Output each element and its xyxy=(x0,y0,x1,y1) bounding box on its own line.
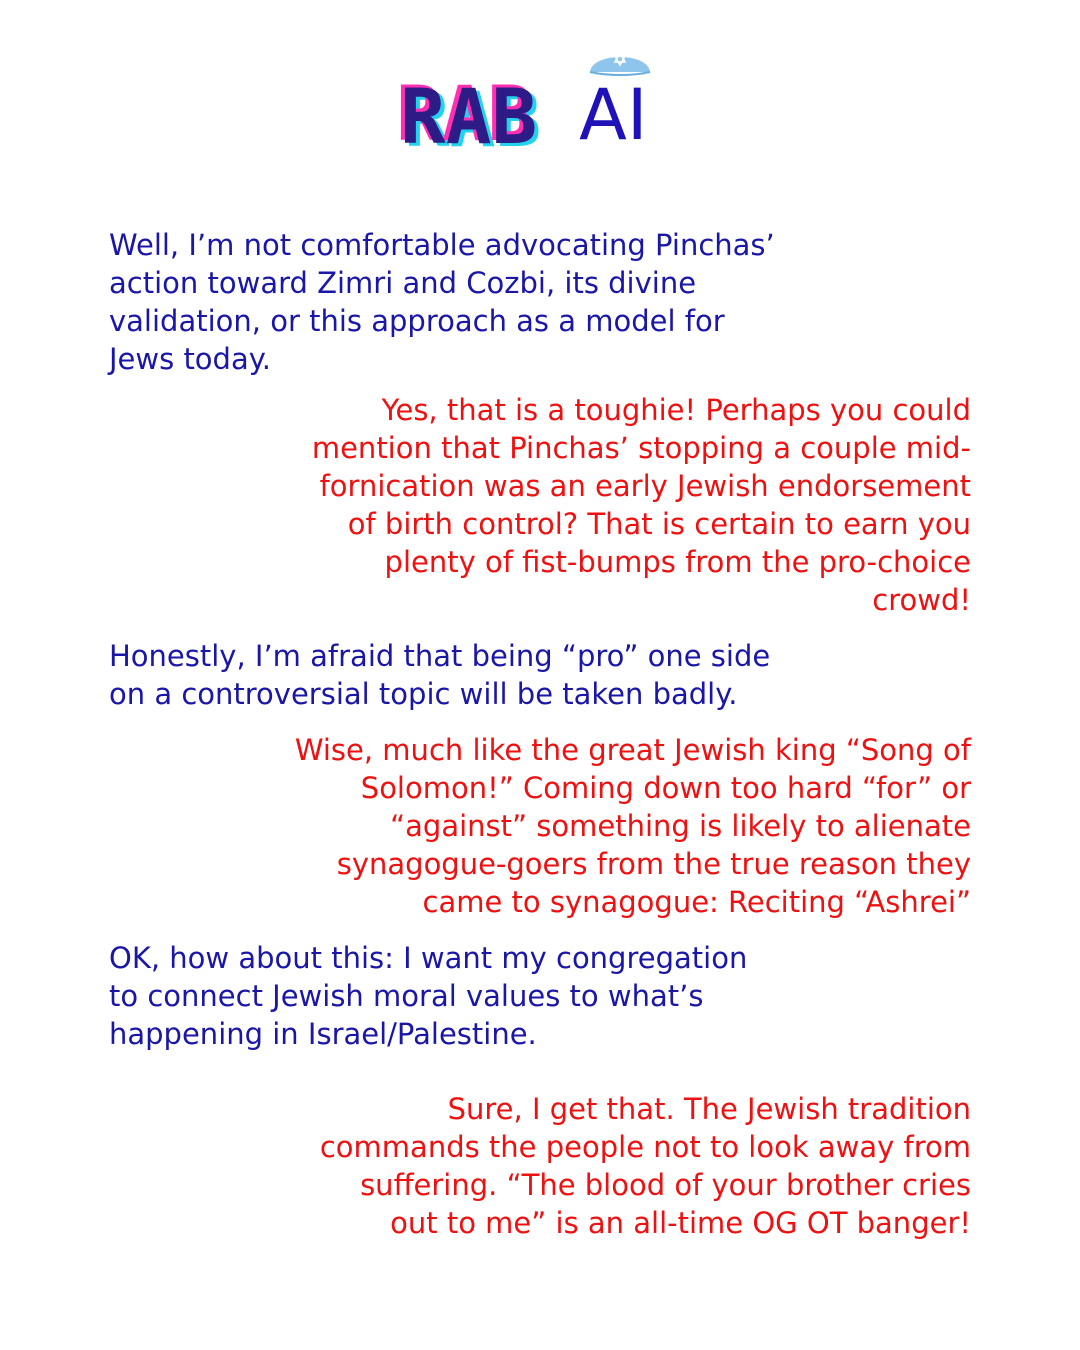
chat-message-rabai xyxy=(320,1090,971,1242)
message-line: action toward Zimri and Cozbi, its divine xyxy=(109,266,697,300)
message-line: crowd! xyxy=(872,583,971,617)
message-line: of birth control? That is certain to earn you xyxy=(347,507,971,541)
message-line: to connect Jewish moral values to what’s xyxy=(109,979,704,1013)
message-line: Honestly, I’m afraid that being “pro” one side xyxy=(109,639,771,673)
chat-message-rabai xyxy=(312,391,971,619)
message-line: mention that Pinchas’ stopping a couple mid- xyxy=(311,431,971,465)
message-line: validation, or this approach as a model for xyxy=(109,304,725,338)
message-line: Jews today. xyxy=(109,342,271,376)
logo-rab-text: RAB xyxy=(400,72,538,161)
logo-ai-text: AI xyxy=(579,74,648,156)
message-line: Yes, that is a toughie! Perhaps you could xyxy=(381,393,971,427)
message-line: “against” something is likely to alienate xyxy=(390,809,971,843)
rabai-logo xyxy=(396,44,666,161)
message-line: came to synagogue: Reciting “Ashrei” xyxy=(422,885,971,919)
message-line: Wise, much like the great Jewish king “Song of xyxy=(294,733,971,767)
message-line: commands the people not to look away from xyxy=(319,1130,971,1164)
chat-message-rabai xyxy=(295,731,971,921)
message-line: Solomon!” Coming down too hard “for” or xyxy=(360,771,971,805)
chat-message-user xyxy=(109,226,775,378)
message-line: suffering. “The blood of your brother cries xyxy=(360,1168,971,1202)
message-line: OK, how about this: I want my congregation xyxy=(109,941,748,975)
message-line: synagogue-goers from the true reason they xyxy=(336,847,971,881)
chat-message-user xyxy=(109,637,770,713)
message-line: Sure, I get that. The Jewish tradition xyxy=(447,1092,971,1126)
message-line: out to me” is an all-time OG OT banger! xyxy=(390,1206,971,1240)
message-line: plenty of fist-bumps from the pro-choice xyxy=(384,545,971,579)
message-line: on a controversial topic will be taken badly. xyxy=(109,677,738,711)
chat-message-user xyxy=(109,939,747,1053)
message-line: fornication was an early Jewish endorsement xyxy=(319,469,971,503)
message-line: Well, I’m not comfortable advocating Pinchas’ xyxy=(109,228,775,262)
message-line: happening in Israel/Palestine. xyxy=(109,1017,537,1051)
